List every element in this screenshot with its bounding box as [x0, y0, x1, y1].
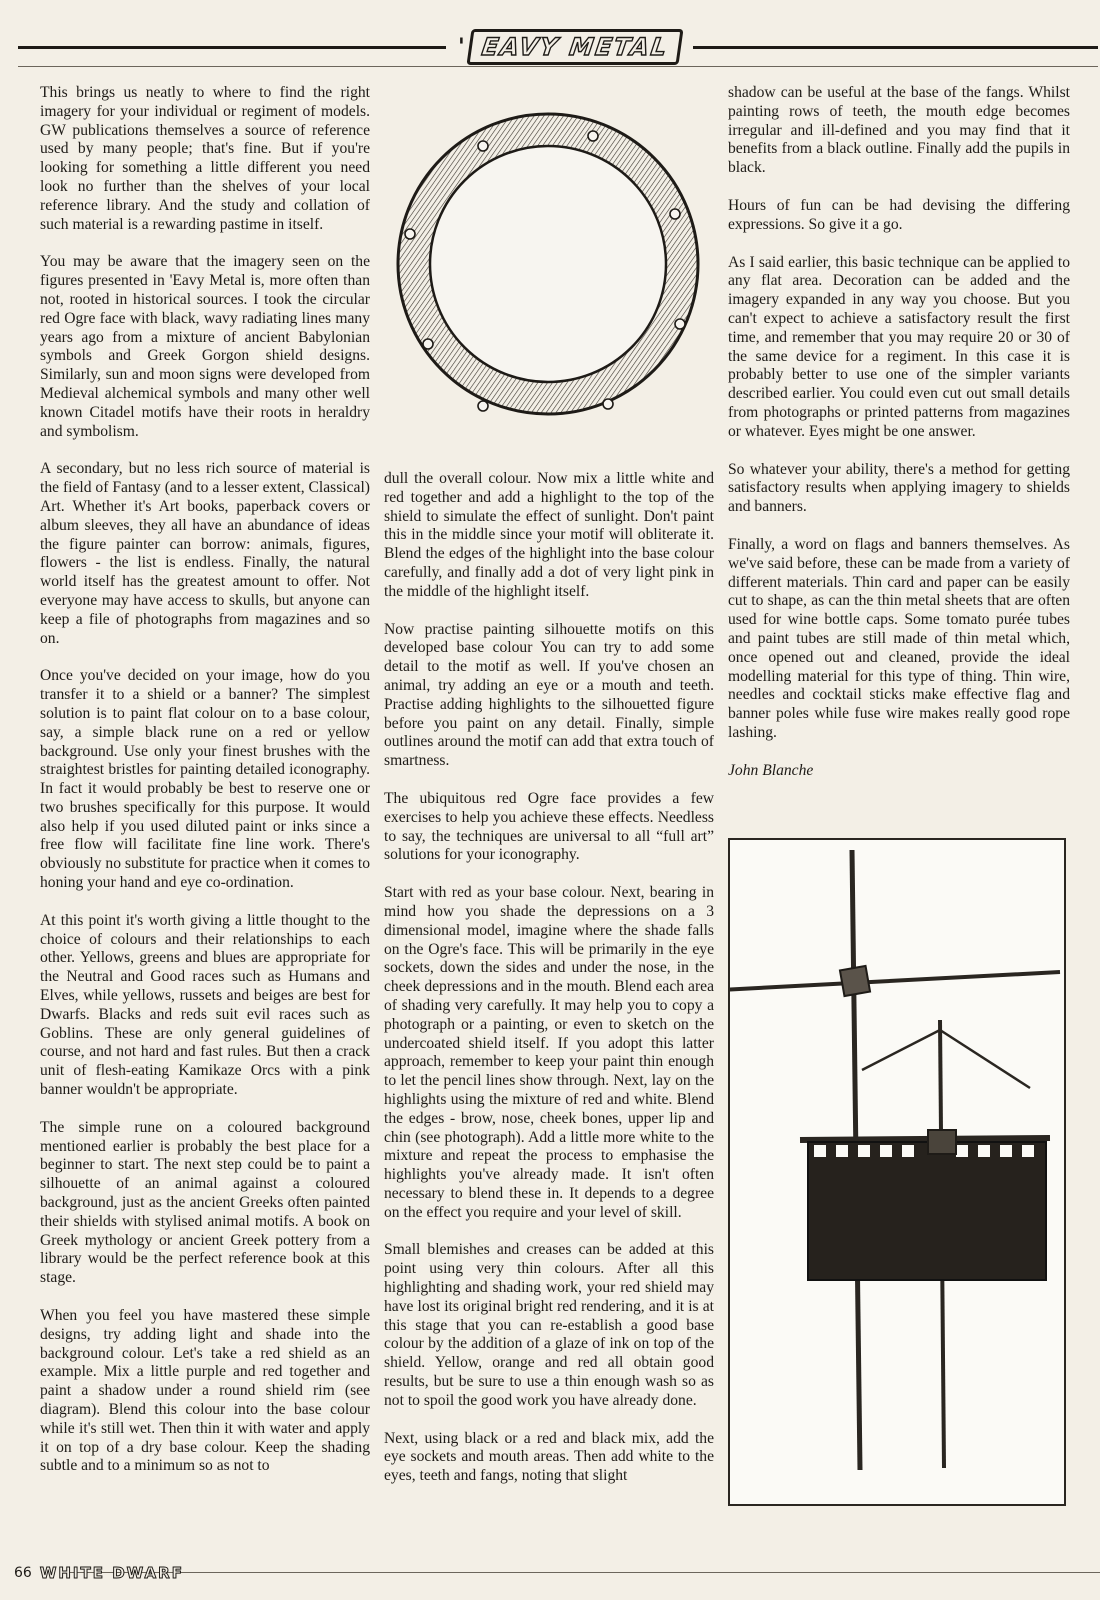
- paragraph: The ubiquitous red Ogre face provides a few exercises to help you achieve these effects. Needless to say, the techniques are universal to all “full art” solutions for your iconography.: [384, 789, 714, 864]
- banner-tab: [858, 1145, 870, 1157]
- eavy-metal-logo: [446, 28, 693, 66]
- paragraph: As I said earlier, this basic technique can be applied to any flat area. Decoration can be added and the imagery expanded in any way you choose. But you can't expect to achieve a satisfactory result the first time, and remember that you may require 20 or 30 of the same device for a regiment. In this case it is probably better to use one of the simpler variants described earlier. You could even cut out small details from photographs or printed patterns from magazines or whatever. Eyes might be one answer.: [728, 253, 1070, 440]
- header-rule-thin: [18, 66, 1098, 67]
- paragraph: Now practise painting silhouette motifs on this developed base colour You can try to add some detail to the motif as well. If you've chosen an animal, try adding an eye or a mouth and teeth. Practise adding highlights to the silhouetted figure before you paint on any detail. Finally, simple outlines around the motif can add that extra touch of smartness.: [384, 620, 714, 770]
- rivet: [588, 131, 598, 141]
- banner-tab: [902, 1145, 914, 1157]
- shield-rim-diagram: [388, 94, 708, 434]
- paragraph: Small blemishes and creases can be added at this point using very thin colours. After all this highlighting and shading work, your red shield may have lost its original bright red rendering, and it is at this stage that you can re-establish a good base colour by the addition of a glaze of ink on top of the shield. Yellow, orange and red all obtain good results, but be sure to use a thin enough wash so as not to spoil the good work you have already done.: [384, 1241, 714, 1409]
- paragraph: This brings us neatly to where to find the right imagery for your individual or regiment of models. GW publications themselves a source of reference used by many people; that's fine. But if you're looking for something a little different you need look no further than the shelves of your local reference library. And the study and collation of such material is a rewarding pastime in itself.: [40, 84, 370, 233]
- paragraph: When you feel you have mastered these simple designs, try adding light and shade into the background colour. Let's take a red shield as an example. Mix a little purple and red together and paint a shadow under a round shield rim (see diagram). Blend this colour into the base colour while it's still wet. Then thin it with water and apply it on top of a dry base colour. Keep the shading subtle and to a minimum so as not to: [40, 1307, 370, 1475]
- rivet: [675, 319, 685, 329]
- column-3: [728, 84, 1070, 800]
- paragraph: Start with red as your base colour. Next, bearing in mind how you shade the depressions on a 3 dimensional model, imagine where the shade falls on the Ogre's face. This will be primarily in the eye sockets, down the sides and under the nose, in the cheek depressions and in the mouth. Blend each area of shading very carefully. It may help you to copy a photograph or a painting, or even to sketch on the undercoated shield itself. If you adopt this latter approach, remember to keep your paint thin enough to let the pencil lines show through. Next, lay on the highlights using the mixture of red and white. Blend the edges - brow, nose, cheek bones, upper lip and chin (see photograph). Add a little more white to the mixture and repeat the process to emphasise the highlights you've already made. It isn't often necessary to blend these in. It depends to a degree on the effect you require and your level of skill.: [384, 884, 714, 1221]
- paragraph: So whatever your ability, there's a method for getting satisfactory results when applying imagery to shields and banners.: [728, 460, 1070, 516]
- banner-illustration: [730, 840, 1064, 1504]
- banner-photograph: [728, 838, 1066, 1506]
- shield-face: [430, 146, 666, 382]
- page-number: 66: [14, 1565, 32, 1581]
- crossbar: [800, 1138, 1050, 1140]
- logo-text: EAVY METAL: [466, 29, 683, 65]
- banner-tab: [880, 1145, 892, 1157]
- author-signature: John Blanche: [728, 761, 814, 779]
- banner-tab: [1000, 1145, 1012, 1157]
- logo-apostrophe: ': [458, 34, 465, 60]
- rope-lashing: [840, 966, 870, 996]
- rivet: [478, 141, 488, 151]
- banner-knot: [928, 1130, 956, 1154]
- footer-rule: [70, 1572, 1100, 1573]
- rivet: [478, 401, 488, 411]
- paragraph: At this point it's worth giving a little thought to the choice of colours and their relationships to each other. Yellows, greens and blues are appropriate for the Neutral and Good races such as Humans and Elves, while yellows, russets and beiges are best for Dwarfs. Blacks and reds suit evil races such as Goblins. These are only general guidelines of course, and not hard and fast rules. But then a crack unit of flesh-eating Kamikaze Orcs with a pink banner wouldn't be appropriate.: [40, 911, 370, 1099]
- paragraph: You may be aware that the imagery seen on the figures presented in 'Eavy Metal is, more often than not, rooted in historical sources. I took the circular red Ogre face with black, wavy radiating lines many years ago from a mixture of ancient Babylonian symbols and Greek Gorgon shield designs. Similarly, sun and moon signs were developed from Medieval alchemical symbols and many other well known Citadel motifs have their roots in heraldry and symbolism.: [40, 253, 370, 440]
- banner-tab: [814, 1145, 826, 1157]
- banner-tab: [978, 1145, 990, 1157]
- page-footer: [14, 1564, 184, 1582]
- paragraph: Once you've decided on your image, how do you transfer it to a shield or a banner? The simplest solution is to paint flat colour on to a base colour, say, a simple black rune on a red or yellow background. Use only your finest brushes with the straightest bristles for painting detailed iconography. In fact it would probably be best to reserve one or two brushes specifically for this purpose. It would also help if you used diluted paint or inks since a free flow will facilitate fine line work. There's obviously no substitute for practice when it comes to honing your hand and eye co-ordination.: [40, 667, 371, 892]
- banner-tab: [1022, 1145, 1034, 1157]
- paragraph: dull the overall colour. Now mix a little white and red together and add a highlight to the top of the shield to simulate the effect of sunlight. Don't paint this in the middle since your motif will obliterate it. Blend the edges of the highlight into the base colour carefully, and finally add a dot of very light pink in the middle of the highlight itself.: [384, 470, 714, 600]
- banner-tab: [956, 1145, 968, 1157]
- banner-cloth: [808, 1142, 1046, 1280]
- paragraph: The simple rune on a coloured background mentioned earlier is probably the best place for a beginner to start. The next step could be to paint a silhouette of an animal against a coloured background, just as the ancient Greeks often painted their shields with stylised animal motifs. A book on Greek mythology or ancient Greek pottery from a library would be the perfect reference book at this stage.: [40, 1118, 370, 1287]
- paragraph: shadow can be useful at the base of the fangs. Whilst painting rows of teeth, the mouth edge becomes irregular and ill-defined and you may find that it benefits from a black outline. Finally add the pupils in black.: [728, 84, 1070, 177]
- paragraph: Next, using black or a red and black mix, add the eye sockets and mouth areas. Then add white to the eyes, teeth and fangs, noting that slight: [384, 1429, 714, 1485]
- column-1: [40, 84, 370, 1495]
- paragraph: Finally, a word on flags and banners themselves. As we've said before, these can be made from a variety of different materials. Thin card and paper can be easily cut to shape, as can the thin metal sheets that are often used for wine bottle caps. Some tomato purée tubes and paint tubes are still made of thin metal which, once opened out and cleaned, provide the ideal modelling material for this type of thing. Thin wire, needles and cocktail sticks make effective flag and banner poles while fuse wire makes really good rope lashing.: [728, 535, 1070, 741]
- rivet: [423, 339, 433, 349]
- banner-tab: [836, 1145, 848, 1157]
- rivet: [405, 229, 415, 239]
- banner-rope: [862, 1030, 940, 1070]
- magazine-name: WHITE DWARF: [39, 1564, 184, 1582]
- banner-rope: [940, 1030, 1030, 1088]
- paragraph: Hours of fun can be had devising the differing expressions. So give it a go.: [728, 196, 1070, 233]
- rivet: [670, 209, 680, 219]
- horizontal-pole: [730, 972, 1060, 990]
- rivet: [603, 399, 613, 409]
- column-2: [384, 470, 714, 1505]
- paragraph: A secondary, but no less rich source of material is the field of Fantasy (and to a lesser extent, Classical) Art. Whether it's Art books, paperback covers or album sleeves, they all have an abundance of ideas the figure painter can borrow: animals, figures, flowers - the list is endless. Finally, the natural world itself has the greatest amount to offer. Not everyone may have access to skulls, but anyone can keep a file of photographs from magazines and so on.: [40, 460, 370, 647]
